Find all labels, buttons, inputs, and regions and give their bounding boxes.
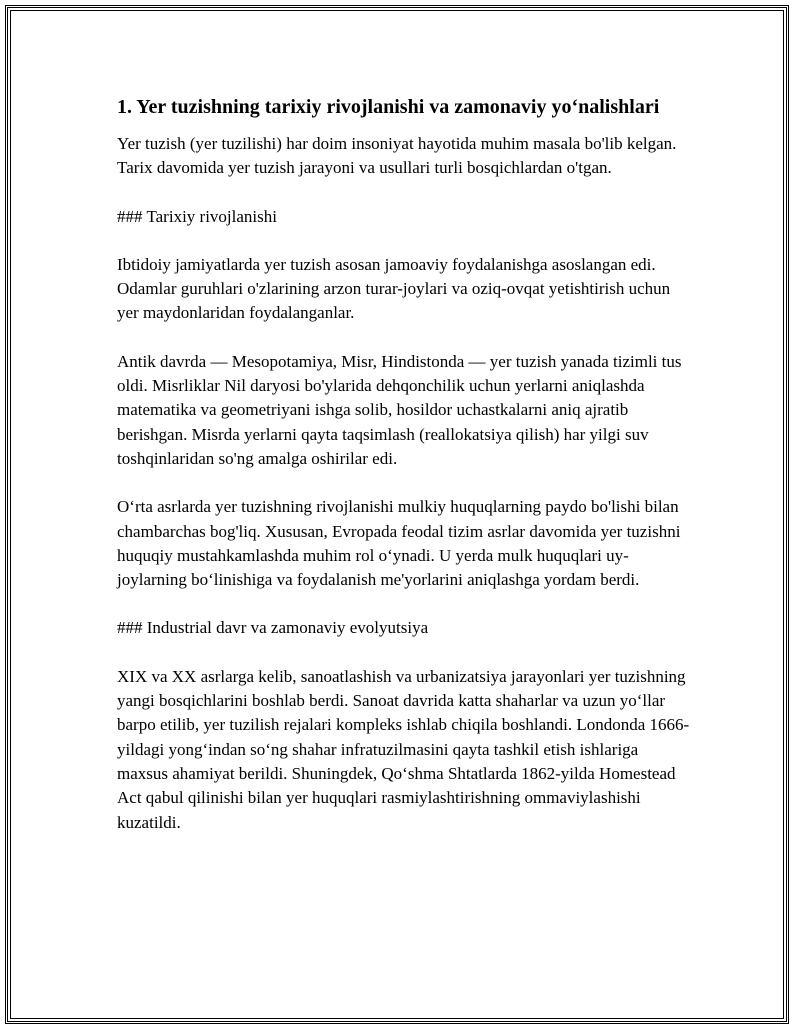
document-body	[117, 95, 692, 859]
section-heading-history: ### Tarixiy rivojlanishi	[117, 206, 277, 226]
paragraph-industrial-era: XIX va XX asrlarga kelib, sanoatlashish va urbanizatsiya jarayonlari yer tuzishning yangi bosqichlarini boshlab berdi. Sanoat davrida katta shaharlar va uzun yo‘llar barpo etilib, yer tuzilish rejalari kompleks ishlab chiqila boshlandi. Londonda 1666-yildagi yong‘indan so‘ng shahar infratuzilmasini qayta tashkil etish ishlariga maxsus ahamiyat berildi. Shuningdek, Qo‘shma Shtatlarda 1862-yilda Homestead Act qabul qilinishi bilan yer huquqlari rasmiylashtirishning ommaviylashishi kuzatildi.	[117, 666, 690, 832]
paragraph-intro: Yer tuzish (yer tuzilishi) har doim insoniyat hayotida muhim masala bo'lib kelgan. Tarix davomida yer tuzish jarayoni va usullari turli bosqichlardan o'tgan.	[117, 134, 677, 178]
paragraph-primitive-societies: Ibtidoiy jamiyatlarda yer tuzish asosan jamoaviy foydalanishga asoslangan edi. Odamlar guruhlari o'zlarining arzon turar-joylari va oziq-ovqat yetishtirish uchun yer maydonlaridan foydalanganlar.	[117, 254, 671, 323]
paragraph-antiquity: Antik davrda — Mesopotamiya, Misr, Hindistonda — yer tuzish yanada tizimli tus oldi. Misrliklar Nil daryosi bo'ylarida dehqonchilik uchun yerlarni aniqlashda matematika va geometriyani ishga solib, hosildor uchastkalarni aniq ajratib berishgan. Misrda yerlarni qayta taqsimlash (reallokatsiya qilish) har yilgi suv toshqinlaridan so'ng amalga oshirilar edi.	[117, 351, 682, 468]
document-title: 1. Yer tuzishning tarixiy rivojlanishi va zamonaviy yo‘nalishlari	[117, 96, 660, 118]
paragraph-middle-ages: O‘rta asrlarda yer tuzishning rivojlanishi mulkiy huquqlarning paydo bo'lishi bilan chambarchas bog'liq. Xususan, Evropada feodal tizim asrlar davomida yer tuzishni huquqiy mustahkamlashda muhim rol o‘ynadi. U yerda mulk huquqlari uy-joylarning bo‘linishiga va foydalanish me'yorlarini aniqlashga yordam berdi.	[117, 497, 681, 590]
section-heading-industrial: ### Industrial davr va zamonaviy evolyutsiya	[117, 618, 429, 638]
